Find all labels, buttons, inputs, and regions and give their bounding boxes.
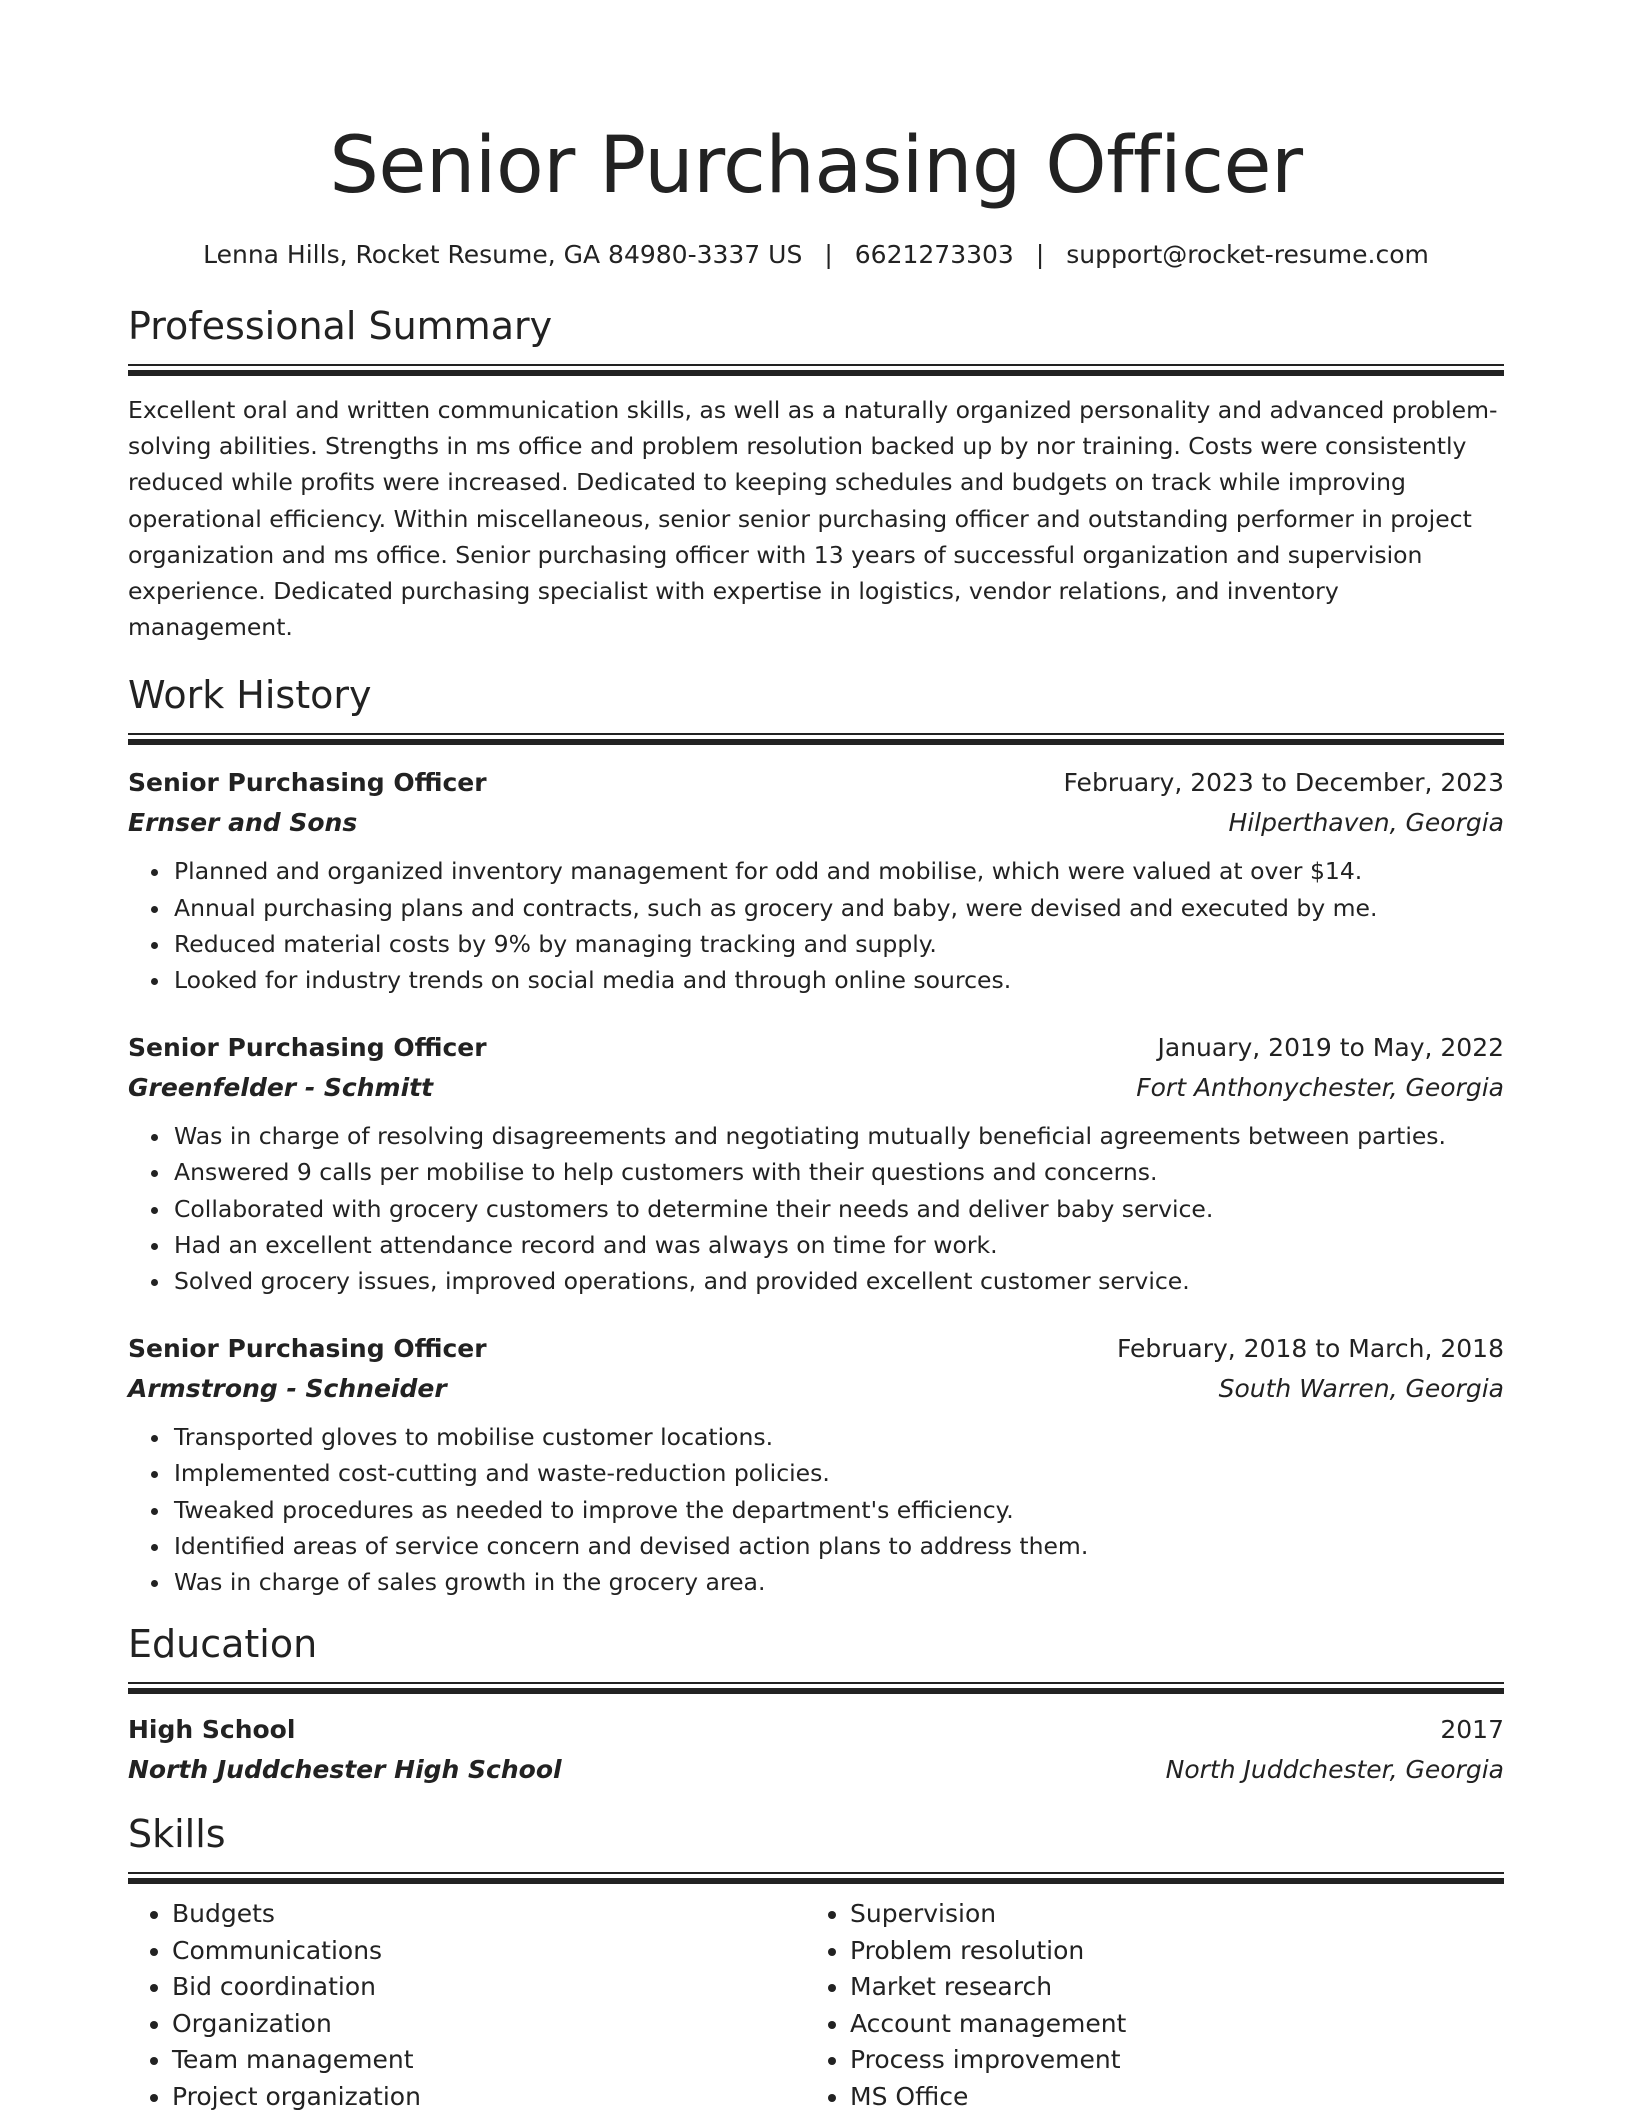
job-title: Senior Purchasing Officer	[128, 768, 487, 798]
job-company: Ernser and Sons	[128, 808, 358, 838]
skill-item: • Account management	[850, 2006, 1484, 2043]
section-divider	[128, 364, 1504, 376]
job-bullet: • Was in charge of sales growth in the grocery area.	[172, 1564, 1504, 1600]
skills-list-right	[806, 1896, 1484, 2115]
job-bullet: • Planned and organized inventory management for odd and mobilise, which were valued at over $14.	[172, 853, 1504, 889]
education-year: 2017	[1440, 1715, 1504, 1745]
education-school: North Juddchester High School	[128, 1755, 562, 1785]
education-entry	[128, 1710, 1504, 1790]
section-title-summary: Professional Summary	[128, 304, 553, 348]
job-bullet: • Identified areas of service concern and devised action plans to address them.	[172, 1528, 1504, 1564]
section-divider	[128, 1682, 1504, 1694]
section-title-education: Education	[128, 1622, 318, 1667]
education-section	[128, 1620, 1504, 1790]
contact-phone: 6621273303	[854, 240, 1014, 269]
job-bullet: • Was in charge of resolving disagreements and negotiating mutually beneficial agreements between parties.	[172, 1118, 1504, 1154]
job-bullet: • Tweaked procedures as needed to improve the department's efficiency.	[172, 1492, 1504, 1528]
job-title: Senior Purchasing Officer	[128, 1334, 487, 1364]
job-dates: February, 2018 to March, 2018	[1116, 1334, 1504, 1364]
skill-item: • Process improvement	[850, 2042, 1484, 2079]
section-title-skills: Skills	[128, 1812, 226, 1857]
job-dates: January, 2019 to May, 2022	[1157, 1033, 1504, 1063]
section-divider	[128, 733, 1504, 745]
section-divider	[128, 1872, 1504, 1884]
job-bullet: • Annual purchasing plans and contracts, such as grocery and baby, were devised and executed by me.	[172, 890, 1504, 926]
job-entry	[128, 1028, 1504, 1299]
skill-item: • Team management	[172, 2042, 806, 2079]
skill-item: • MS Office	[850, 2079, 1484, 2115]
job-dates: February, 2023 to December, 2023	[1063, 768, 1504, 798]
job-company: Greenfelder - Schmitt	[128, 1073, 434, 1103]
job-company: Armstrong - Schneider	[128, 1374, 447, 1404]
job-location: Fort Anthonychester, Georgia	[1136, 1073, 1504, 1103]
skill-item: • Supervision	[850, 1896, 1484, 1933]
summary-section	[128, 302, 1504, 645]
contact-email: support@rocket-resume.com	[1066, 240, 1429, 269]
education-location: North Juddchester, Georgia	[1165, 1755, 1504, 1785]
job-location: Hilperthaven, Georgia	[1228, 808, 1504, 838]
job-entry	[128, 763, 1504, 998]
skill-item: • Budgets	[172, 1896, 806, 1933]
work-history-section	[128, 671, 1504, 1600]
job-entry	[128, 1329, 1504, 1600]
job-bullet: • Transported gloves to mobilise customer locations.	[172, 1419, 1504, 1455]
job-bullet: • Collaborated with grocery customers to determine their needs and deliver baby service.	[172, 1191, 1504, 1227]
job-bullet: • Solved grocery issues, improved operations, and provided excellent customer service.	[172, 1263, 1504, 1299]
job-bullets	[128, 853, 1504, 998]
summary-text: Excellent oral and written communication skills, as well as a naturally organized personality and advanced problem-solving abilities. Strengths in ms office and problem resolution backed up by nor training. Costs were consistently reduced while profits were increased. Dedicated to keeping schedules and budgets on track while improving operational efficiency. Within miscellaneous, senior senior purchasing officer and outstanding performer in project organization and ms office. Senior purchasing officer with 13 years of successful organization and supervision experience. Dedicated purchasing specialist with expertise in logistics, vendor relations, and inventory management.	[128, 396, 1498, 642]
skill-item: • Problem resolution	[850, 1933, 1484, 1970]
contact-separator: |	[824, 240, 833, 269]
contact-line	[128, 238, 1504, 272]
job-bullet: • Answered 9 calls per mobilise to help customers with their questions and concerns.	[172, 1154, 1504, 1190]
resume-name: Senior Purchasing Officer	[329, 121, 1303, 211]
skill-item: • Market research	[850, 1969, 1484, 2006]
job-bullet: • Implemented cost-cutting and waste-reduction policies.	[172, 1455, 1504, 1491]
education-degree: High School	[128, 1715, 296, 1745]
skill-item: • Communications	[172, 1933, 806, 1970]
skill-item: • Project organization	[172, 2079, 806, 2115]
skills-section	[128, 1810, 1504, 2115]
contact-separator: |	[1035, 240, 1045, 269]
contact-address: Lenna Hills, Rocket Resume, GA 84980-3337 US	[203, 240, 803, 269]
skill-item: • Bid coordination	[172, 1969, 806, 2006]
job-location: South Warren, Georgia	[1218, 1374, 1504, 1404]
skills-columns	[128, 1896, 1504, 2115]
skill-item: • Organization	[172, 2006, 806, 2043]
job-bullets	[128, 1118, 1504, 1299]
job-bullet: • Had an excellent attendance record and was always on time for work.	[172, 1227, 1504, 1263]
job-bullet: • Reduced material costs by 9% by managing tracking and supply.	[172, 926, 1504, 962]
job-bullets	[128, 1419, 1504, 1600]
section-title-work-history: Work History	[128, 673, 372, 718]
job-bullet: • Looked for industry trends on social media and through online sources.	[172, 962, 1504, 998]
job-title: Senior Purchasing Officer	[128, 1033, 487, 1063]
skills-list-left	[128, 1896, 806, 2115]
